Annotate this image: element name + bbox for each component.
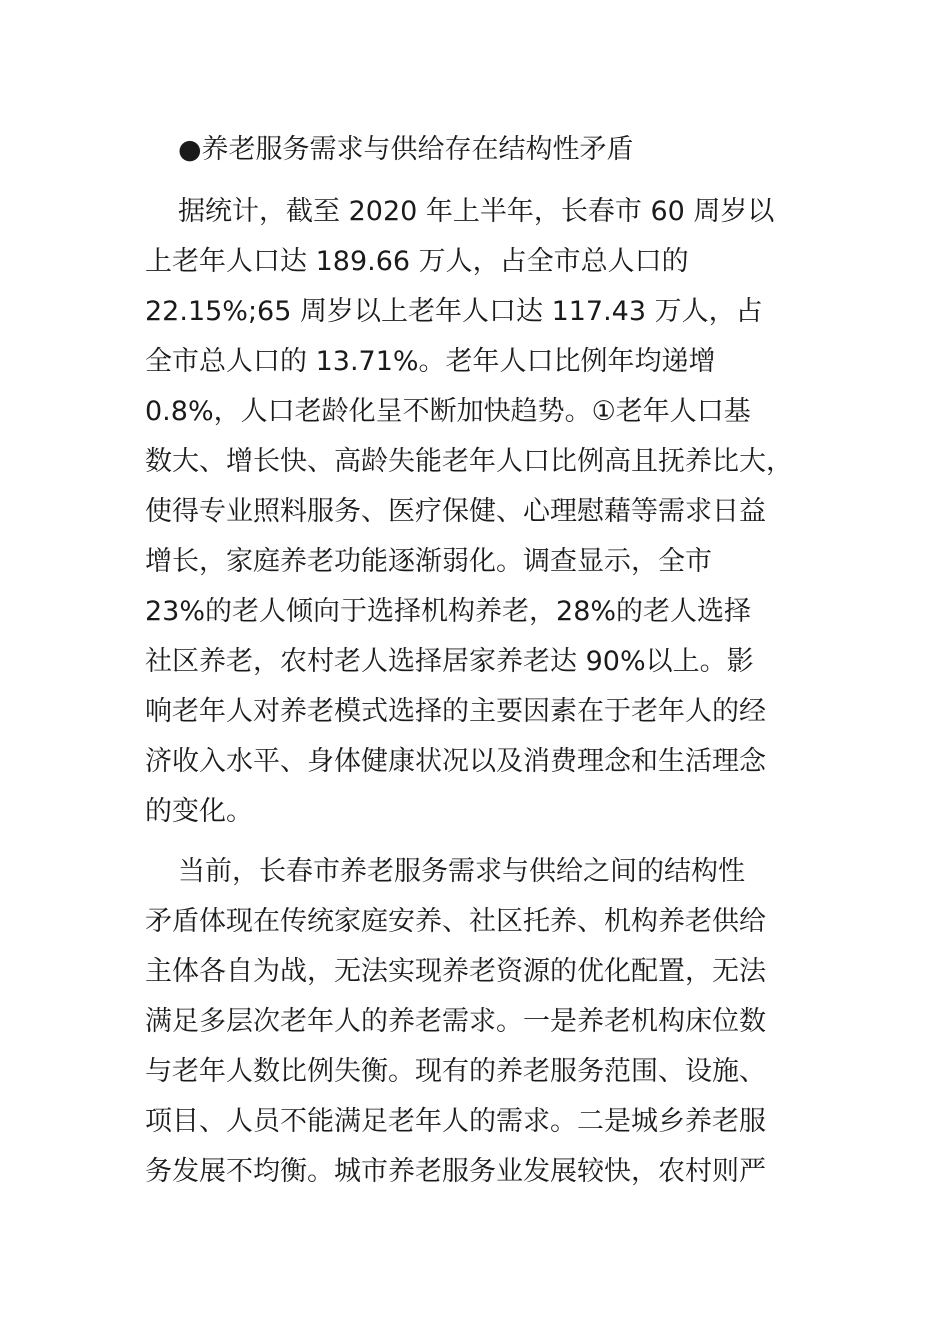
paragraph-line: 使得专业照料服务、医疗保健、心理慰藉等需求日益 xyxy=(145,496,766,527)
paragraph-line: 主体各自为战，无法实现养老资源的优化配置，无法 xyxy=(145,956,766,987)
paragraph-line: 增长，家庭养老功能逐渐弱化。调查显示，全市 xyxy=(145,546,712,577)
paragraph-line: 矛盾体现在传统家庭安养、社区托养、机构养老供给 xyxy=(145,906,766,937)
paragraph-line: 上老年人口达 189.66 万人，占全市总人口的 xyxy=(145,246,689,277)
paragraph-line: 23%的老人倾向于选择机构养老，28%的老人选择 xyxy=(145,596,752,627)
paragraph-line: 满足多层次老年人的养老需求。一是养老机构床位数 xyxy=(145,1006,766,1037)
paragraph-line: 全市总人口的 13.71%。老年人口比例年均递增 xyxy=(145,346,716,377)
paragraph-line: 响老年人对养老模式选择的主要因素在于老年人的经 xyxy=(145,696,766,727)
paragraph-line: 当前，长春市养老服务需求与供给之间的结构性 xyxy=(178,856,745,887)
paragraph-line: 项目、人员不能满足老年人的需求。二是城乡养老服 xyxy=(145,1106,766,1137)
paragraph-line: 数大、增长快、高龄失能老年人口比例高且抚养比大， xyxy=(145,446,793,477)
paragraph-line: 务发展不均衡。城市养老服务业发展较快，农村则严 xyxy=(145,1156,766,1187)
paragraph-line: 与老年人数比例失衡。现有的养老服务范围、设施、 xyxy=(145,1056,766,1087)
paragraph-line: 据统计，截至 2020 年上半年，长春市 60 周岁以 xyxy=(178,196,775,227)
paragraph-line: 社区养老，农村老人选择居家养老达 90%以上。影 xyxy=(145,646,754,677)
paragraph-line: 22.15%;65 周岁以上老年人口达 117.43 万人，占 xyxy=(145,296,763,327)
paragraph-line: 的变化。 xyxy=(145,796,253,827)
paragraph-line: 0.8%，人口老龄化呈不断加快趋势。①老年人口基 xyxy=(145,396,751,427)
paragraph-line: 济收入水平、身体健康状况以及消费理念和生活理念 xyxy=(145,746,766,777)
section-heading: ●养老服务需求与供给存在结构性矛盾 xyxy=(178,134,634,165)
